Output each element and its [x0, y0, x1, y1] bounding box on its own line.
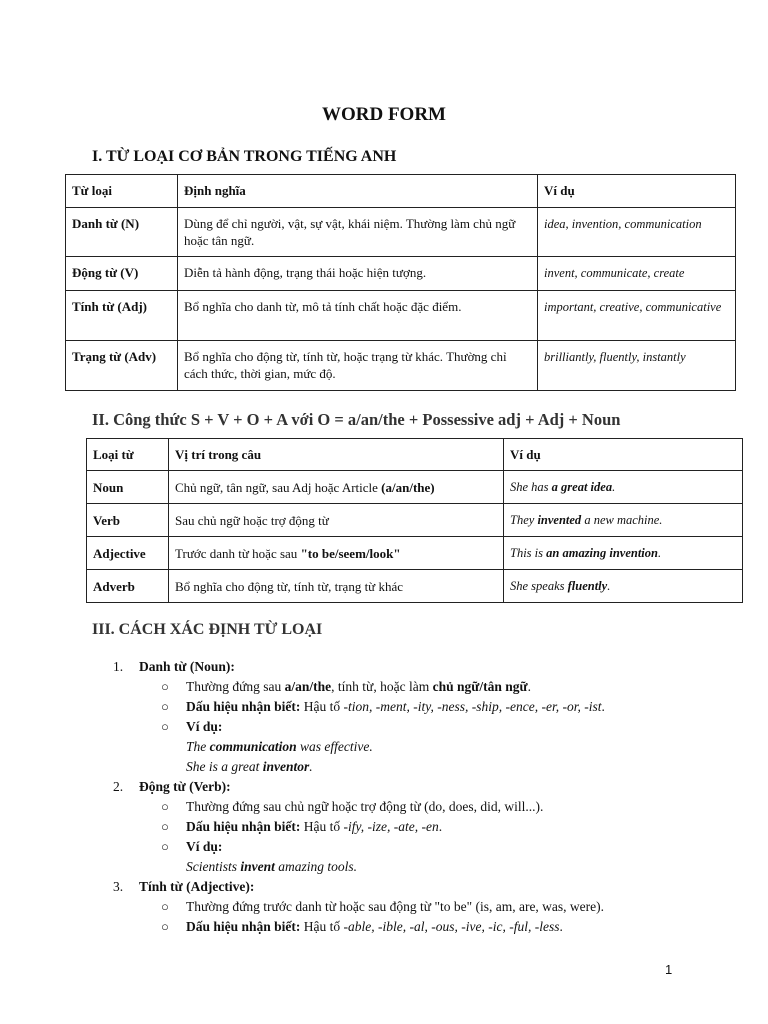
section-2-heading: II. Công thức S + V + O + A với O = a/an/the + Possessive adj + Adj + Noun: [92, 410, 621, 429]
sub-item: ○ Dấu hiệu nhận biết: Hậu tố -able, -ible, -al, -ous, -ive, -ic, -ful, -less.: [113, 917, 733, 937]
example-cell: invent, communicate, create: [538, 257, 736, 291]
word-type-cell: Tính từ (Adj): [66, 291, 178, 341]
section-3-heading: III. CÁCH XÁC ĐỊNH TỪ LOẠI: [92, 621, 323, 638]
circle-bullet-icon: ○: [161, 719, 169, 734]
sub-item: ○ Ví dụ:: [113, 717, 733, 737]
definition-cell: Dùng để chỉ người, vật, sự vật, khái niệm. Thường làm chủ ngữ hoặc tân ngữ.: [178, 208, 538, 257]
header-cell: Định nghĩa: [178, 175, 538, 208]
circle-bullet-icon: ○: [161, 919, 169, 934]
list-item-title: Danh từ (Noun):: [139, 659, 235, 674]
example-cell: This is an amazing invention.: [504, 537, 743, 570]
sub-item: ○ Dấu hiệu nhận biết: Hậu tố -ify, -ize, -ate, -en.: [113, 817, 733, 837]
example-cell: brilliantly, fluently, instantly: [538, 341, 736, 391]
circle-bullet-icon: ○: [161, 699, 169, 714]
word-type-cell: Danh từ (N): [66, 208, 178, 257]
word-type-cell: Adverb: [87, 570, 169, 603]
header-cell: Loại từ: [87, 439, 169, 471]
section-1-heading: I. TỪ LOẠI CƠ BẢN TRONG TIẾNG ANH: [92, 148, 397, 165]
identification-list: [113, 657, 733, 937]
document-title: WORD FORM: [321, 104, 446, 125]
table-header-row: [66, 175, 736, 208]
example-line: The communication was effective.: [186, 739, 373, 754]
table-row: [87, 570, 743, 603]
example-cell: They invented a new machine.: [504, 504, 743, 537]
table-row: [66, 341, 736, 391]
sub-item: ○ Thường đứng sau chủ ngữ hoặc trợ động từ (do, does, did, will...).: [113, 797, 733, 817]
word-type-cell: Adjective: [87, 537, 169, 570]
sub-item: ○ Thường đứng trước danh từ hoặc sau động từ "to be" (is, am, are, was, were).: [113, 897, 733, 917]
circle-bullet-icon: ○: [161, 839, 169, 854]
table-row: [66, 291, 736, 341]
definition-cell: Bổ nghĩa cho danh từ, mô tả tính chất hoặc đặc điểm.: [178, 291, 538, 341]
list-number: 2.: [113, 779, 124, 794]
example-cell: She speaks fluently.: [504, 570, 743, 603]
table-row: [87, 537, 743, 570]
example-line: Scientists invent amazing tools.: [186, 859, 358, 874]
sub-item: ○ Ví dụ:: [113, 837, 733, 857]
header-cell: Từ loại: [66, 175, 178, 208]
table-header-row: [87, 439, 743, 471]
table-row: [66, 208, 736, 257]
list-item: [113, 877, 733, 897]
example-cell: idea, invention, communication: [538, 208, 736, 257]
list-item-title: Tính từ (Adjective):: [139, 879, 255, 894]
definition-cell: Bổ nghĩa cho động từ, tính từ, hoặc trạng từ khác. Thường chỉ cách thức, thời gian, mức độ.: [178, 341, 538, 391]
table-row: [87, 471, 743, 504]
example-line: She is a great inventor.: [186, 759, 313, 774]
list-number: 1.: [113, 659, 124, 674]
circle-bullet-icon: ○: [161, 679, 169, 694]
circle-bullet-icon: ○: [161, 799, 169, 814]
list-item: [113, 777, 733, 797]
sub-item: ○ Dấu hiệu nhận biết: Hậu tố -tion, -ment, -ity, -ness, -ship, -ence, -er, -or, -ist.: [113, 697, 733, 717]
definition-cell: Diễn tả hành động, trạng thái hoặc hiện tượng.: [178, 257, 538, 291]
circle-bullet-icon: ○: [161, 899, 169, 914]
example-cell: important, creative, communicative: [538, 291, 736, 341]
list-item-title: Động từ (Verb):: [139, 779, 231, 794]
sub-item: ○ Thường đứng sau a/an/the, tính từ, hoặc làm chủ ngữ/tân ngữ.: [113, 677, 733, 697]
page-number: 1: [665, 962, 673, 977]
header-cell: Ví dụ: [504, 439, 743, 471]
word-types-table: [65, 174, 736, 391]
circle-bullet-icon: ○: [161, 819, 169, 834]
list-item: [113, 657, 733, 677]
word-type-cell: Động từ (V): [66, 257, 178, 291]
word-type-cell: Trạng từ (Adv): [66, 341, 178, 391]
sentence-position-table: [86, 438, 743, 603]
table-row: [87, 504, 743, 537]
word-type-cell: Noun: [87, 471, 169, 504]
word-type-cell: Verb: [87, 504, 169, 537]
position-cell: Sau chủ ngữ hoặc trợ động từ: [169, 504, 504, 537]
position-cell: Bổ nghĩa cho động từ, tính từ, trạng từ khác: [169, 570, 504, 603]
header-cell: Vị trí trong câu: [169, 439, 504, 471]
header-cell: Ví dụ: [538, 175, 736, 208]
position-cell: Chủ ngữ, tân ngữ, sau Adj hoặc Article (a/an/the): [169, 471, 504, 504]
table-row: [66, 257, 736, 291]
position-cell: Trước danh từ hoặc sau "to be/seem/look": [169, 537, 504, 570]
list-number: 3.: [113, 879, 124, 894]
example-cell: She has a great idea.: [504, 471, 743, 504]
